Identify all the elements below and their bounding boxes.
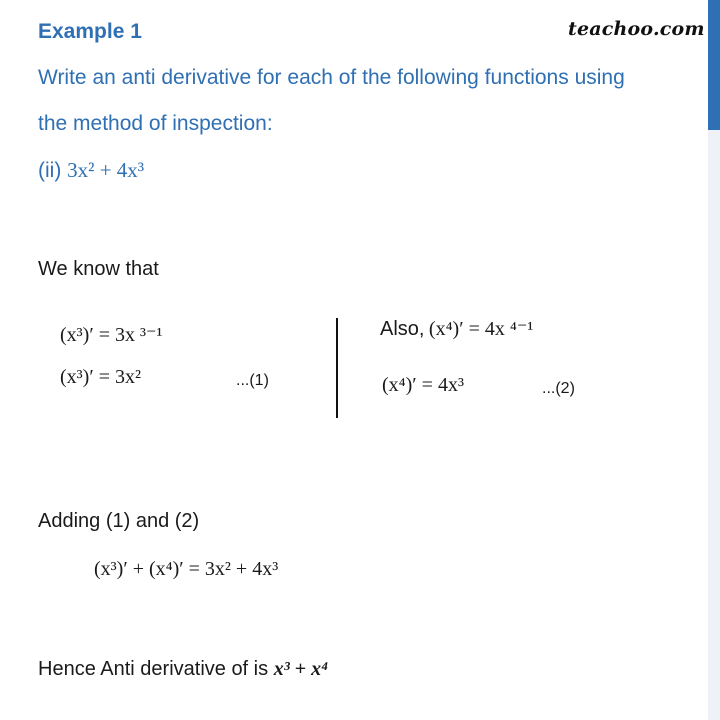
left-equation-2: (x³)′ = 3x²: [60, 366, 141, 388]
teachoo-logo: teachoo.com: [568, 18, 705, 40]
vertical-divider: [336, 318, 338, 418]
scrollbar-track[interactable]: [708, 0, 720, 720]
question-function: 3x² + 4x³: [67, 158, 145, 182]
question-part-label: (ii): [38, 159, 62, 182]
conclusion-text: Hence Anti derivative of is: [38, 658, 269, 680]
adding-text: Adding (1) and (2): [38, 510, 200, 532]
intro-text: We know that: [38, 258, 159, 280]
example-title: Example 1: [38, 20, 142, 43]
right-equation-1: (x⁴)′ = 4x ⁴⁻¹: [428, 318, 534, 340]
question-line-1: Write an anti derivative for each of the following functions using: [38, 66, 625, 89]
conclusion-row: [38, 658, 328, 681]
question-part: [38, 158, 144, 183]
question-line-2: the method of inspection:: [38, 112, 273, 135]
equation-tag-1: ...(1): [236, 372, 269, 389]
conclusion-answer: x³ + x⁴: [273, 658, 329, 680]
right-equation-1-row: [380, 316, 533, 341]
right-equation-2: (x⁴)′ = 4x³: [382, 374, 464, 396]
left-equation-1: (x³)′ = 3x ³⁻¹: [60, 324, 163, 346]
sum-equation: (x³)′ + (x⁴)′ = 3x² + 4x³: [94, 558, 279, 580]
also-label: Also,: [380, 318, 425, 340]
scrollbar-thumb[interactable]: [708, 0, 720, 130]
equation-tag-2: ...(2): [542, 380, 575, 397]
